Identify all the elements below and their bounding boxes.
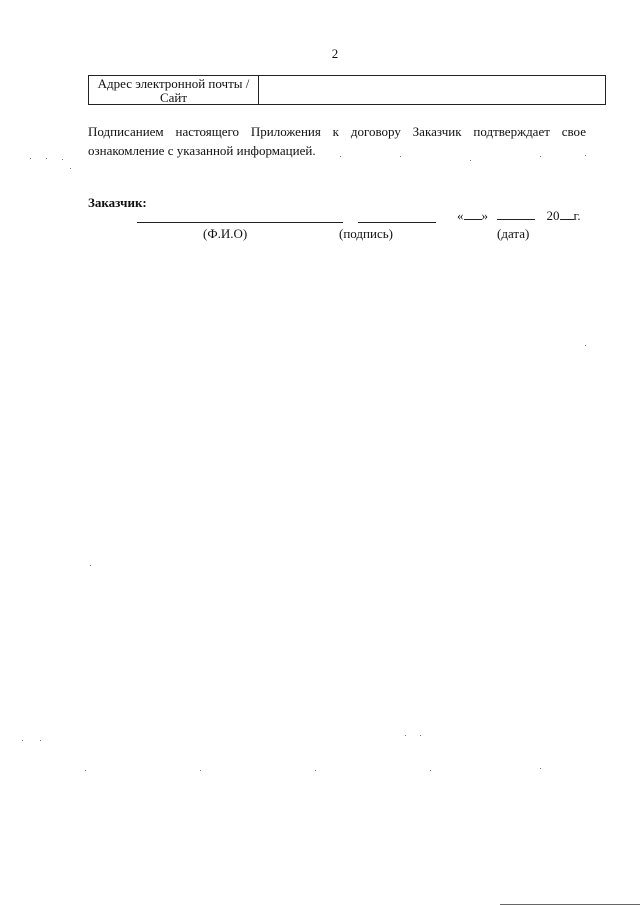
customer-heading: Заказчик: [88, 195, 147, 210]
fio-signature-line [137, 222, 343, 223]
scan-speck [585, 155, 586, 156]
email-site-label-line1: Адрес электронной почты / [97, 76, 250, 91]
day-blank [464, 207, 482, 220]
scan-speck [420, 735, 421, 736]
year-blank [560, 207, 574, 220]
signature-line [358, 222, 436, 223]
scan-speck [340, 156, 341, 157]
scan-speck [62, 159, 63, 160]
date-close-quote: » [481, 208, 488, 223]
scan-speck [22, 740, 23, 741]
email-site-value [259, 76, 605, 104]
scan-speck [540, 768, 541, 769]
scan-speck [90, 565, 91, 566]
date-field [457, 207, 581, 224]
scan-speck [46, 158, 47, 159]
signature-caption: (подпись) [339, 226, 393, 241]
scan-speck [585, 345, 586, 346]
scan-speck [470, 160, 471, 161]
scan-speck [85, 770, 86, 771]
contact-info-table [88, 75, 606, 105]
page-number: 2 [331, 46, 339, 61]
scan-speck [30, 158, 31, 159]
date-caption: (дата) [497, 226, 530, 241]
scan-speck [200, 770, 201, 771]
date-open-quote: « [457, 208, 464, 223]
year-suffix: г. [573, 208, 581, 223]
email-site-label-line2: Сайт [159, 90, 188, 105]
scan-speck [40, 740, 41, 741]
scan-speck [70, 168, 71, 169]
scan-speck [405, 735, 406, 736]
scan-speck [315, 770, 316, 771]
fio-caption: (Ф.И.О) [203, 226, 248, 241]
scan-speck [430, 770, 431, 771]
scan-speck [540, 156, 541, 157]
year-prefix: 20 [546, 208, 560, 223]
email-site-label [89, 76, 259, 104]
scan-speck [400, 156, 401, 157]
month-blank [497, 207, 535, 220]
confirmation-paragraph: Подписанием настоящего Приложения к договору Заказчик подтверждает свое ознакомление с указанной информацией. [88, 124, 586, 158]
